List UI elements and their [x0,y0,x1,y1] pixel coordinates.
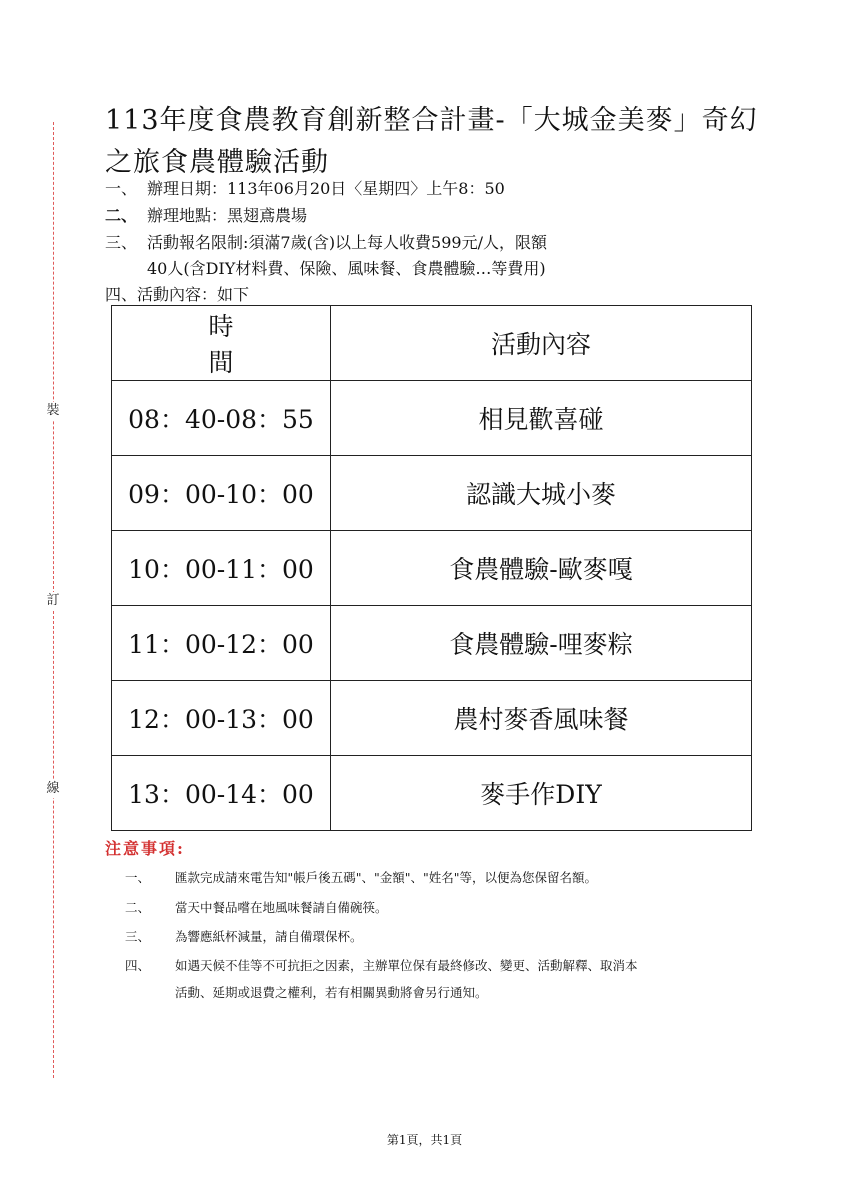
note-text: 當天中餐品嚐在地風味餐請自備碗筷。 [175,900,388,915]
note-item [125,956,638,976]
time-cell: 08：40-08：55 [112,381,331,456]
time-cell: 13：00-14：00 [112,756,331,831]
header-time: 時間 [112,306,331,381]
note-item [125,927,363,947]
info-line-location [105,204,307,228]
activity-cell: 認識大城小麥 [331,456,752,531]
note-text: 匯款完成請來電告知"帳戶後五碼"、"金額"、"姓名"等，以便為您保留名額。 [175,870,597,885]
activity-cell: 麥手作DIY [331,756,752,831]
note-number: 四、 [125,958,151,973]
note-item [125,868,597,888]
time-cell: 09：00-10：00 [112,456,331,531]
document-title: 113年度食農教育創新整合計畫-「大城金美麥」奇幻之旅食農體驗活動 [105,105,758,178]
table-row [112,756,752,831]
note-text: 為響應紙杯減量，請自備環保杯。 [175,929,363,944]
note-number: 一、 [125,870,151,885]
info-text: 四、活動內容：如下 [105,285,250,304]
table-row [112,531,752,606]
table-row [112,606,752,681]
info-line-content [105,283,249,307]
time-cell: 12：00-13：00 [112,681,331,756]
info-line-date [105,177,505,201]
page-footer: 第1頁，共1頁 [386,1133,463,1147]
note-item [125,898,388,918]
table-header-row [112,306,752,381]
info-number: 三、 [105,233,138,252]
info-text: 辦理地點：黑翅鳶農場 [147,206,308,225]
activity-cell: 農村麥香風味餐 [331,681,752,756]
info-text: 辦理日期：113年06月20日〈星期四〉上午8：50 [147,179,505,198]
info-number: 二、 [105,206,138,225]
binding-char-ding: 訂 [44,592,62,610]
schedule-table [111,305,752,831]
info-line-registration-cont: 40人(含DIY材料費、保險、風味餐、食農體驗…等費用) [147,259,546,278]
activity-cell: 食農體驗-哩麥粽 [331,606,752,681]
info-line-registration [105,231,547,255]
table-row [112,381,752,456]
note-item-cont: 活動、延期或退費之權利，若有相關異動將會另行通知。 [175,985,488,1000]
activity-cell: 相見歡喜碰 [331,381,752,456]
info-number: 一、 [105,179,138,198]
table-row [112,456,752,531]
binding-char-xian: 線 [44,780,62,798]
table-row [112,681,752,756]
note-number: 二、 [125,900,151,915]
binding-char-zhuang: 裝 [44,402,62,420]
activity-cell: 食農體驗-歐麥嘎 [331,531,752,606]
note-text: 如遇天候不佳等不可抗拒之因素，主辦單位保有最終修改、變更、活動解釋、取消本 [175,958,638,973]
note-number: 三、 [125,929,151,944]
notes-title: 注意事項: [105,839,185,858]
info-text: 活動報名限制:須滿7歲(含)以上每人收費599元/人，限額 [147,233,547,252]
time-cell: 10：00-11：00 [112,531,331,606]
header-activity: 活動內容 [331,306,752,381]
time-cell: 11：00-12：00 [112,606,331,681]
